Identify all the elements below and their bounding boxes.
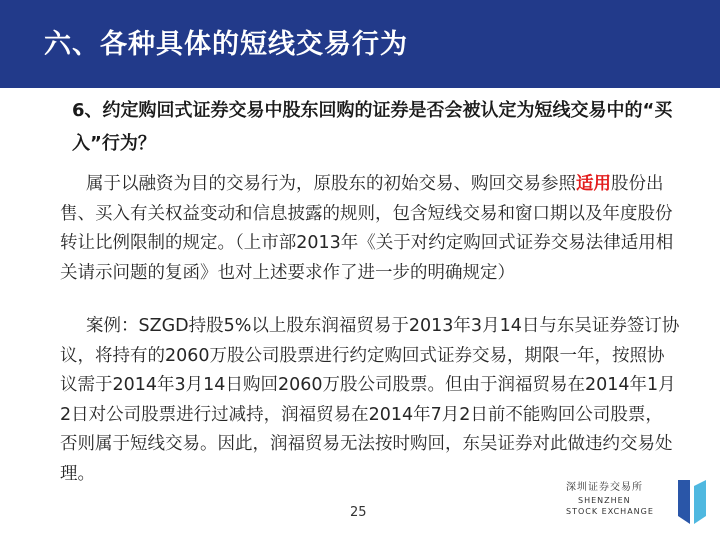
- szse-logo: [566, 476, 716, 536]
- logo-english-line1: SHENZHEN: [578, 496, 631, 505]
- logo-english-line2: STOCK EXCHANGE: [566, 507, 654, 516]
- case-paragraph: 案例：SZGD持股5%以上股东润福贸易于2013年3月14日与东吴证券签订协议，将持有的2060万股公司股票进行约定购回式证券交易，期限一年，按照协议需于2014年3月14日购回2060万股公司股票。但由于润福贸易在2014年1月2日对公司股票进行过减持，润福贸易在2014年7月2日前不能购回公司股票，否则属于短线交易。因此，润福贸易无法按时购回，东吴证券对此做违约交易处理。: [60, 316, 680, 484]
- slide-title: 六、各种具体的短线交易行为: [44, 29, 408, 60]
- title-bar: [0, 0, 720, 88]
- answer-paragraph: [60, 170, 680, 288]
- question-heading: 6、约定购回式证券交易中股东回购的证券是否会被认定为短线交易中的“买入”行为？: [72, 100, 673, 154]
- answer-text-before: 属于以融资为目的交易行为，原股东的初始交易、购回交易参照: [86, 174, 576, 194]
- highlight-term: 适用: [576, 174, 611, 194]
- page-number: 25: [350, 505, 367, 520]
- szse-emblem-icon: [672, 476, 712, 528]
- answer-text-after: 股份出售、买入有关权益变动和信息披露的规则，包含短线交易和窗口期以及年度股份转让比例限制的规定。（上市部2013年《关于对约定购回式证券交易法律适用相关请示问题的复函》也对上述要求作了进一步的明确规定）: [60, 174, 674, 283]
- logo-chinese-name: 深圳证券交易所: [566, 482, 643, 493]
